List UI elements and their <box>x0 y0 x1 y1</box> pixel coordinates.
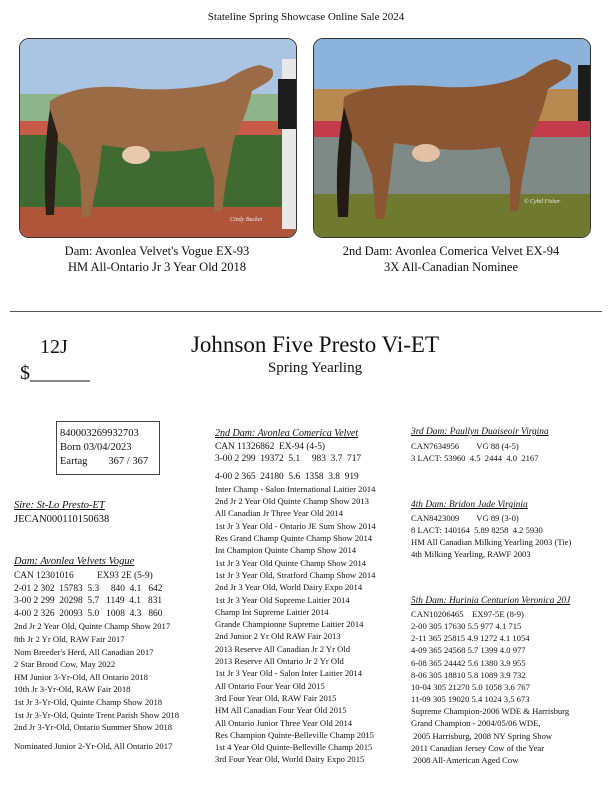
tag-number: 840003269932703 <box>60 428 139 439</box>
dam-photo <box>19 38 297 238</box>
dam-line: CAN 12301016 EX93 2E (5-9) <box>14 571 153 581</box>
second-dam-line: Res Grand Champ Quinte Champ Show 2014 <box>215 533 373 544</box>
fifth-dam-line: CAN10206465 EX97-5E (8-9) <box>411 609 524 619</box>
second-dam-line: Champ Int Supreme Laitier 2014 <box>215 606 329 617</box>
second-dam-line: 2nd Junior 2 Yr Old RAW Fair 2013 <box>215 631 341 642</box>
dam-line: Nominated Junior 2-Yr-Old, All Ontario 2017 <box>14 740 173 751</box>
sire-id: JECAN000110150638 <box>14 514 110 525</box>
second-dam-line: All Canadian Jr Three Year Old 2014 <box>215 508 344 519</box>
second-dam-line: 1st Jr 3 Year Old - Ontario JE Sum Show 2014 <box>215 520 376 531</box>
dam-details <box>14 570 179 752</box>
dam-line: 2 Star Brood Cow, May 2022 <box>14 659 116 670</box>
fourth-dam-heading: 4th Dam: Bridon Jade Virginia <box>411 500 528 510</box>
second-dam-line: Inter Champ - Salon International Laitier 2014 <box>215 483 376 494</box>
second-dam-line: CAN 11326862 EX-94 (4-5) <box>215 442 326 452</box>
second-dam-line: All Ontario Junior Three Year Old 2014 <box>215 717 353 728</box>
fifth-dam-details <box>411 608 569 766</box>
caption-line: Dam: Avonlea Velvet's Vogue EX-93 <box>64 244 250 258</box>
fifth-dam-line: 2011 Canadian Jersey Cow of the Year <box>411 742 545 753</box>
fifth-dam-line: 11-09 305 19020 5.4 1024 3.5 673 <box>411 694 530 705</box>
second-dam-heading: 2nd Dam: Avonlea Comerica Velvet <box>215 428 359 439</box>
section-divider <box>10 311 602 312</box>
fifth-dam-line: 6-08 365 24442 5.6 1380 3.9 955 <box>411 657 526 668</box>
dam-line: 1st Jr 3-Yr-Old, Quinte Trent Parish Show 2018 <box>14 709 180 720</box>
sale-title: Stateline Spring Showcase Online Sale 2024 <box>207 11 405 23</box>
dam-line: 2nd Jr 2 Year Old, Quinte Champ Show 2017 <box>14 621 171 632</box>
third-dam-line: 3 LACT: 53960 4.5 2444 4.0 2167 <box>411 453 539 464</box>
second-dam-line: Grande Championne Supreme Laitier 2014 <box>215 619 364 630</box>
second-dam-line: 2013 Reserve All Canadian Jr 2 Yr Old <box>215 643 351 654</box>
fifth-dam-line: 2-00 305 17630 5.5 977 4.1 715 <box>411 621 522 632</box>
second-dam-line: 1st Jr 3 Year Old Supreme Laitier 2014 <box>215 594 350 605</box>
second-dam-line: 1st 4 Year Old Quinte-Belleville Champ 2015 <box>215 742 373 753</box>
second-dam-line: 4-00 2 365 24180 5.6 1358 3.8 919 <box>215 471 359 482</box>
second-dam-line: HM All Canadian Four Year Old 2015 <box>215 705 347 716</box>
fifth-dam-line: 4-09 365 24568 5.7 1399 4.0 977 <box>411 645 526 656</box>
dam-line: 3-00 2 299 20298 5.7 1149 4.1 831 <box>14 596 163 607</box>
second-dam-line: 1st Jr 3 Year Old Quinte Champ Show 2014 <box>215 557 367 568</box>
dam-line: HM Junior 3-Yr-Old, All Ontario 2018 <box>14 671 148 682</box>
second-dam-line: 1st Jr 3 Year Old - Salon Inter Laitier 2014 <box>215 668 363 679</box>
dam-line: 2nd Jr 3-Yr-Old, Ontario Summer Show 2018 <box>14 722 173 733</box>
second-dam-line: 2nd Jr 3 Year Old, World Dairy Expo 2014 <box>215 582 363 593</box>
photo-credit: © Cybil Fisher <box>524 199 561 205</box>
dam-line: Nom Breeder's Herd, All Canadian 2017 <box>14 646 154 657</box>
third-dam-line: CAN7634956 VG 88 (4-5) <box>411 441 519 451</box>
eartag: Eartag 367 / 367 <box>60 456 149 467</box>
second-dam-line: All Ontario Four Year Old 2015 <box>215 680 325 691</box>
fourth-dam-line: 8 LACT: 140164 5.89 8258 4.2 5930 <box>411 525 543 536</box>
second-dam-details <box>215 441 376 766</box>
dam-line: 4-00 2 326 20093 5.0 1008 4.3 860 <box>14 608 163 619</box>
dam-line: 1st Jr 3-Yr-Old, Quinte Champ Show 2018 <box>14 696 163 707</box>
second-dam-line: Res Champion Quinte-Belleville Champ 2015 <box>215 729 374 740</box>
second-dam-photo <box>313 38 591 238</box>
dam-line: 2-01 2 302 15783 5.3 840 4.1 642 <box>14 583 163 594</box>
fifth-dam-line: Supreme Champion-2006 WDE & Harrisburg <box>411 706 570 717</box>
fourth-dam-details <box>411 512 571 561</box>
second-dam-photo-caption <box>313 243 589 275</box>
second-dam-line: 3rd Four Year Old, World Dairy Expo 2015 <box>215 754 365 765</box>
second-dam-line: 3rd Four Year Old, RAW Fair 2015 <box>215 692 337 703</box>
fourth-dam-line: 4th Milking Yearling, RAWF 2003 <box>411 549 531 560</box>
fifth-dam-line: 2-11 365 25815 4.9 1272 4.1 1054 <box>411 633 530 644</box>
fifth-dam-line: 2008 All-American Aged Cow <box>411 754 519 765</box>
fifth-dam-heading: 5th Dam: Hurinia Centurion Veronica 20J <box>411 596 571 606</box>
second-dam-line: 2nd Jr 2 Year Old Quinte Champ Show 2013 <box>215 496 369 507</box>
dam-line: 10th Jr 3-Yr-Old, RAW Fair 2018 <box>14 684 131 695</box>
id-box <box>56 421 160 475</box>
third-dam-heading: 3rd Dam: Paullyn Duaiseoir Virgina <box>411 427 549 437</box>
caption-line: 3X All-Canadian Nominee <box>384 260 518 274</box>
dam-photo-caption <box>19 243 295 275</box>
animal-name: Johnson Five Presto Vi-ET <box>190 332 439 357</box>
birth-date: Born 03/04/2023 <box>60 442 132 453</box>
second-dam-line: Int Champion Quinte Champ Show 2014 <box>215 545 357 556</box>
fifth-dam-line: 10-04 305 21270 5.0 1058 3.6 767 <box>411 681 530 692</box>
third-dam-details <box>411 440 539 464</box>
second-dam-line: 3-00 2 299 19372 5.1 983 3.7 717 <box>215 454 362 465</box>
fourth-dam-line: CAN8423009 VG 89 (3-0) <box>411 513 519 523</box>
caption-line: HM All-Ontario Jr 3 Year Old 2018 <box>67 260 247 274</box>
second-dam-line: 2013 Reserve All Ontario Jr 2 Yr Old <box>215 656 344 667</box>
caption-line: 2nd Dam: Avonlea Comerica Velvet EX-94 <box>342 244 560 258</box>
fifth-dam-line: 2005 Harrisburg, 2008 NY Spring Show <box>411 730 553 741</box>
dam-line: 8th Jr 2 Yr Old, RAW Fair 2017 <box>14 633 125 644</box>
price-blank: $______ <box>20 362 90 384</box>
fifth-dam-line: Grand Champion - 2004/05/06 WDE, <box>411 718 541 729</box>
fourth-dam-line: HM All Canadian Milking Yearling 2003 (Tie) <box>411 537 572 548</box>
dam-heading: Dam: Avonlea Velvets Vogue <box>14 556 135 567</box>
fifth-dam-line: 8-06 305 18810 5.8 1089 3.9 732 <box>411 669 526 680</box>
second-dam-line: 1st Jr 3 Year Old, Stratford Champ Show 2014 <box>215 569 376 580</box>
animal-class: Spring Yearling <box>267 360 363 376</box>
photo-credit: Cindy Bucket <box>230 217 263 223</box>
sire-heading: Sire: St-Lo Presto-ET <box>14 500 105 511</box>
lot-number: 12J <box>40 336 68 358</box>
